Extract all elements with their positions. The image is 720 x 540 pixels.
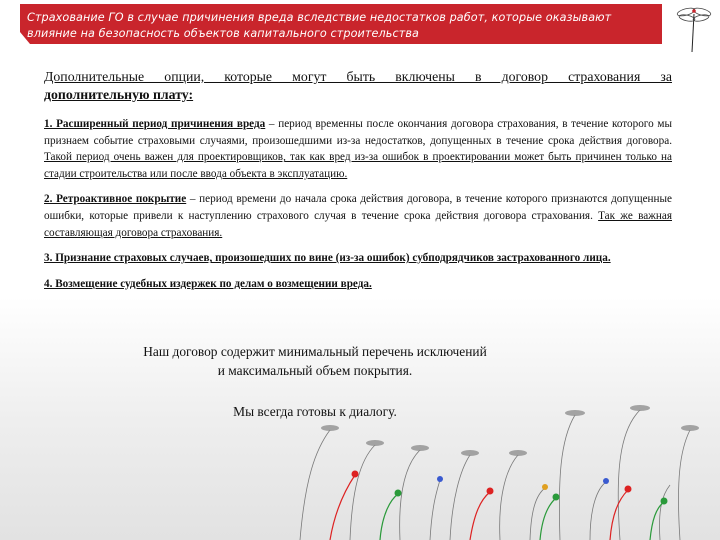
closing-line-3: Мы всегда готовы к диалогу. (233, 404, 397, 419)
closing-line-2: и максимальный объем покрытия. (217, 362, 413, 378)
option-2-head: 2. Ретроактивное покрытие (44, 193, 187, 206)
option-item-1 (44, 116, 672, 182)
option-item-2 (44, 191, 672, 241)
option-item-4: 4. Возмещение судебных издержек по делам о возмещении вреда. (44, 277, 372, 290)
option-2-body: – период времени до начала срока действия договора, в течение которого признаются допущенные ошибки, которые привели к наступлению страхового случая в течение срока действия договора страхования. (44, 193, 672, 222)
header (0, 0, 720, 50)
closing-line-1: Наш договор содержит минимальный перечень исключений (143, 344, 487, 359)
intro-line-1: Дополнительные опции, которые могут быть включены в договор страхования за (44, 69, 672, 84)
main-content (44, 68, 672, 301)
option-1-head: 1. Расширенный период причинения вреда (44, 118, 266, 130)
dragonfly-logo-icon (668, 0, 716, 52)
option-1-tail: Такой период очень важен для проектировщиков, так как вред из-за ошибок в проектировании может быть причинен только на стадии строительства или после ввода объекта в эксплуатацию. (44, 151, 672, 180)
option-item-3: 3. Признание страховых случаев, произошедших по вине (из-за ошибок) субподрядчиков застрахованного лица. (44, 252, 611, 265)
option-1-body: – период временны после окончания договора страхования, в течение которого мы признаем событие страховыми случаями, произошедшими из-за недостатков, допущенных в течение срока действия договора. (44, 118, 672, 147)
intro-line-2: дополнительную плату: (44, 87, 194, 102)
option-2-tail: Так же важная составляющая договора страхования. (44, 209, 672, 239)
closing-statement (110, 343, 520, 380)
page-title: Страхование ГО в случае причинения вреда вследствие недостатков работ, которые оказывают влияние на безопасность объектов капитального строительства (27, 11, 612, 40)
